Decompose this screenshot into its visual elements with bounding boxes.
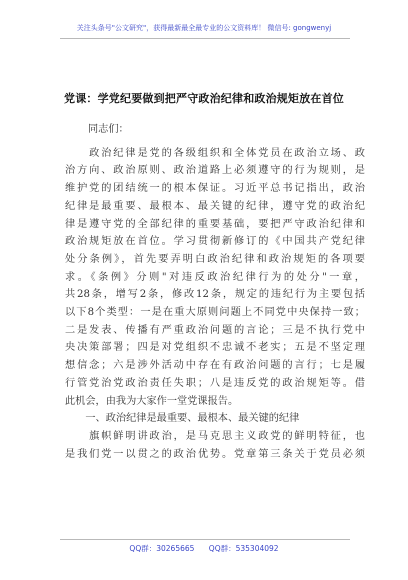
header-divider [60, 38, 350, 39]
body-line: 政治规矩放在首位。学习贯彻新修订的《中国共产党纪律 [65, 236, 365, 248]
document-title: 党课：学党纪要做到把严守政治纪律和政治规矩放在首位 [64, 92, 344, 105]
body-line: 维护党的团结统一的根本保证。习近平总书记指出，政治 [65, 183, 365, 195]
salutation: 同志们： [88, 124, 129, 135]
body-line: 纪律是最重要、最根本、最关键的纪律，遵守党的政治纪 [65, 200, 365, 212]
document-body [65, 121, 365, 463]
body-line: 政治纪律是党的各级组织和全体党员在政治立场、政 [65, 147, 365, 159]
body-line: 处分条例》，首先要弄明白政治纪律和政治规矩的各项要 [65, 253, 365, 265]
body-line: 求。《条例》分则"对违反政治纪律行为的处分"一章， [65, 271, 365, 283]
body-line: 律是遵守党的全部纪律的重要基础，要把严守政治纪律和 [65, 218, 365, 230]
section-heading: 一、政治纪律是最重要、最根本、最关键的纪律 [65, 413, 300, 425]
body-line: 以下8个类型：一是在重大原则问题上不同党中央保持一致； [65, 307, 365, 319]
body-line: 二是发表、传播有严重政治问题的言论；三是不执行党中 [65, 324, 365, 336]
footer [0, 543, 408, 554]
body-line: 此机会，由我为大家作一堂党课报告。 [65, 395, 239, 407]
footer-divider [60, 539, 350, 540]
body-line: 旗帜鲜明讲政治，是马克思主义政党的鲜明特征，也 [65, 430, 365, 442]
body-line: 共28条，增写2条，修改12条，规定的违纪行为主要包括 [65, 289, 365, 301]
body-line: 央决策部署；四是对党组织不忠诚不老实；五是不坚定理 [65, 342, 365, 354]
body-line: 治方向、政治原则、政治道路上必须遵守的行为规则，是 [65, 165, 365, 177]
body-line: 想信念；六是涉外活动中存在有政治问题的言行；七是履 [65, 360, 365, 372]
body-line: 行管党治党政治责任失职；八是违反党的政治规矩等。借 [65, 377, 365, 389]
header-note: 关注头条号"公文研究"，获得最新最全最专业的公文资料库！ 微信号: gongwenyj [76, 24, 332, 32]
body-line: 是我们党一以贯之的政治优势。党章第三条关于党员必须 [65, 448, 365, 460]
qq-group-1: QQ群：30265665 [129, 544, 195, 553]
qq-group-2: QQ群：535304092 [208, 544, 279, 553]
